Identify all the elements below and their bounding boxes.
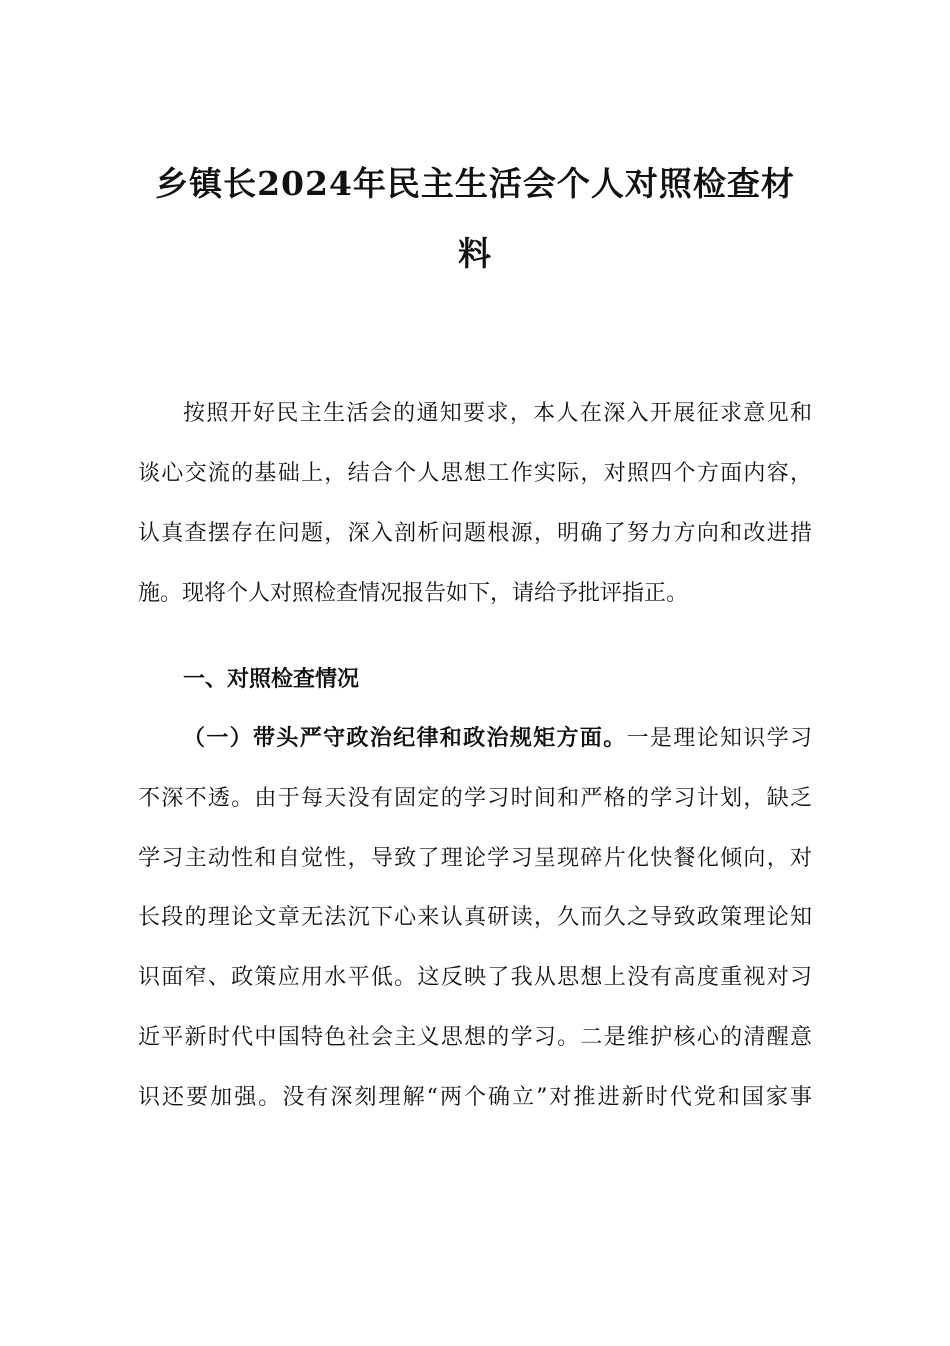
document-title-line2: 料	[458, 234, 492, 273]
section-heading: 一、对照检查情况	[183, 666, 360, 692]
document-title-line1: 乡镇长2024年民主生活会个人对照检查材	[155, 164, 795, 203]
body-line: 识还要加强。没有深刻理解“两个确立”对推进新时代党和国家事	[138, 1085, 812, 1110]
body-line: 长段的理论文章无法沉下心来认真研读，久而久之导致政策理论知	[138, 905, 812, 930]
body-line: 识面窄、政策应用水平低。这反映了我从思想上没有高度重视对习	[138, 965, 812, 990]
subsection-text: 一是理论知识学习	[626, 726, 812, 751]
subsection-first-line	[138, 721, 812, 752]
intro-line-2: 谈心交流的基础上，结合个人思想工作实际，对照四个方面内容，	[138, 461, 812, 486]
body-line: 不深不透。由于每天没有固定的学习时间和严格的学习计划，缺乏	[138, 786, 812, 811]
intro-line-3: 认真查摆存在问题，深入剖析问题根源，明确了努力方向和改进措	[138, 521, 812, 546]
body-line: 学习主动性和自觉性，导致了理论学习呈现碎片化快餐化倾向，对	[138, 846, 812, 871]
subsection-title: （一）带头严守政治纪律和政治规矩方面。	[183, 725, 627, 751]
intro-line-4: 施。现将个人对照检查情况报告如下，请给予批评指正。	[138, 581, 689, 606]
body-line: 近平新时代中国特色社会主义思想的学习。二是维护核心的清醒意	[138, 1025, 812, 1050]
intro-line-1: 按照开好民主生活会的通知要求，本人在深入开展征求意见和	[183, 401, 812, 426]
